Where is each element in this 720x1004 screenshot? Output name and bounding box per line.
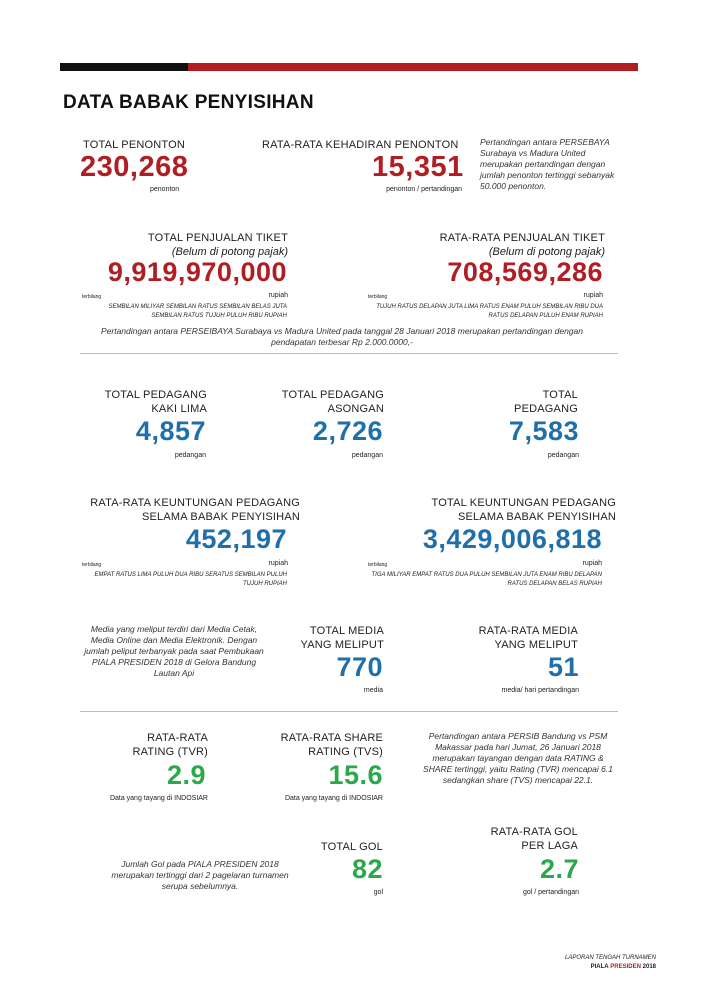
footer-brand [520,963,656,972]
total-ticket-value: 9,919,970,000 [107,257,287,287]
ticket-note: Pertandingan antara PERSEIBAYA Surabaya vs Madura United pada tanggal 28 Januari 2018 merupakan pertandingan dengan pendapatan terbesar Rp 2.000.0000,- [100,326,583,347]
total-goals-label: TOTAL GOL [320,841,383,853]
page-title: DATA BABAK PENYISIHAN [63,92,314,113]
tvr-value: 2.9 [166,760,206,790]
ratings-note: Pertandingan antara PERSIB Bandung vs PSM Makassar pada hari Jumat, 26 Januari 2018 merupakan tayangan dengan data RATING & SHARE tertinggi, yaitu Rating (TVR) mencapai 6.1 sedangkan share (TVS) mencapai 22.1. [423,731,613,785]
total-goals-unit: gol [373,889,383,896]
total-profit-words: TIGA MILIYAR EMPAT RATUS DUA PULUH SEMBILAN JUTA ENAM RIBU DELAPAN RATUS DELAPAN BELAS RUPIAH [371,572,602,587]
total-ticket-words: SEMBILAN MILIYAR SEMBILAN RATUS SEMBILAN BELAS JUTA SEMBILAN RATUS TUJUH PULUH RIBU RUPIAH [108,304,287,319]
header-bar-red [188,63,638,71]
vendor-kaki-lima-value: 4,857 [135,416,206,446]
tvr-label: RATA-RATA RATING (TVR) [132,732,208,758]
total-ticket-label: TOTAL PENJUALAN TIKET [147,232,288,244]
avg-ticket-words: TUJUH RATUS DELAPAN JUTA LIMA RATUS ENAM PULUH SEMBILAN RIBU DUA RATUS DELAPAN PULUH ENAM RUPIAH [376,304,603,319]
avg-goals-label: RATA-RATA GOL PER LAGA [490,826,578,852]
vendor-asongan-unit: pedangan [351,452,383,459]
header-bar-black [60,63,188,71]
vendor-total-unit: pedangan [547,452,579,459]
total-ticket-sub: (Belum di potong pajak) [171,246,288,258]
vendor-total-value: 7,583 [508,416,579,446]
avg-spectators-unit: penonton / pertandingan [386,186,462,193]
avg-ticket-label: RATA-RATA PENJUALAN TIKET [439,232,605,244]
total-ticket-unit: rupiah [268,292,288,299]
avg-ticket-unit: rupiah [583,292,603,299]
goals-note: Jumlah Gol pada PIALA PRESIDEN 2018 merupakan tertinggi dari 2 pagelaran turnamen serupa sebelumnya. [111,859,289,891]
tvs-unit: Data yang tayang di INDOSIAR [284,795,383,802]
total-profit-terbilang: terbilang [368,562,388,568]
avg-profit-label: RATA-RATA KEUNTUNGAN PEDAGANG SELAMA BABAK PENYISIHAN [90,497,300,523]
vendor-kaki-lima-label: TOTAL PEDAGANG KAKI LIMA [104,389,207,415]
avg-goals-value: 2.7 [539,854,579,884]
avg-ticket-value: 708,569,286 [447,257,603,287]
total-ticket-terbilang: terbilang [82,294,102,300]
total-media-unit: media [363,687,383,694]
total-goals-value: 82 [351,854,383,884]
total-profit-value: 3,429,006,818 [422,524,602,554]
avg-profit-words: EMPAT RATUS LIMA PULUH DUA RIBU SERATUS SEMBILAN PULUH TUJUH RUPIAH [94,572,287,587]
tvs-label: RATA-RATA SHARE RATING (TVS) [280,732,383,758]
footer [520,954,656,972]
footer-brand-a: PIALA [590,964,609,970]
tvr-unit: Data yang tayang di INDOSIAR [109,795,208,802]
avg-ticket-terbilang: terbilang [368,294,388,300]
avg-profit-value: 452,197 [185,524,287,554]
avg-media-label: RATA-RATA MEDIA YANG MELIPUT [478,625,578,651]
total-spectators-unit: penonton [150,186,180,193]
total-spectators-value: 230,268 [80,151,189,183]
avg-ticket-sub: (Belum di potong pajak) [488,246,605,258]
avg-media-value: 51 [547,652,579,682]
total-media-label: TOTAL MEDIA YANG MELIPUT [300,625,384,651]
avg-spectators-label: RATA-RATA KEHADIRAN PENONTON [262,139,459,151]
total-media-value: 770 [336,652,383,682]
avg-goals-unit: gol / pertandingan [522,889,579,896]
avg-profit-unit: rupiah [268,560,288,567]
footer-brand-c: 2018 [642,964,656,970]
avg-spectators-value: 15,351 [372,151,464,183]
total-spectators-label: TOTAL PENONTON [83,139,186,151]
media-note: Media yang meliput terdiri dari Media Cetak, Media Online dan Media Elektronik. Dengan jumlah peliput terbanyak pada saat Pembukaan PIALA PRESIDEN 2018 di Gelora Bandung Lautan Api [84,624,264,678]
total-profit-unit: rupiah [582,560,602,567]
total-profit-label: TOTAL KEUNTUNGAN PEDAGANG SELAMA BABAK PENYISIHAN [431,497,616,523]
section-divider-2 [80,711,618,712]
avg-media-unit: media/ hari pertandingan [501,687,579,694]
spectators-note: Pertandingan antara PERSEBAYA Surabaya vs Madura United merupakan pertandingan dengan jumlah penonton tertinggi sebanyak 50.000 penonton. [480,137,615,191]
vendor-kaki-lima-unit: pedangan [174,452,206,459]
section-divider-1 [80,353,618,354]
tvs-value: 15.6 [328,760,383,790]
vendor-asongan-label: TOTAL PEDAGANG ASONGAN [281,389,384,415]
vendor-total-label: TOTAL PEDAGANG [514,389,578,415]
vendor-asongan-value: 2,726 [312,416,383,446]
avg-profit-terbilang: terbilang [82,562,102,568]
footer-report-title: LAPORAN TENGAH TURNAMEN [564,955,656,961]
footer-brand-b: PRESIDEN [610,964,641,970]
